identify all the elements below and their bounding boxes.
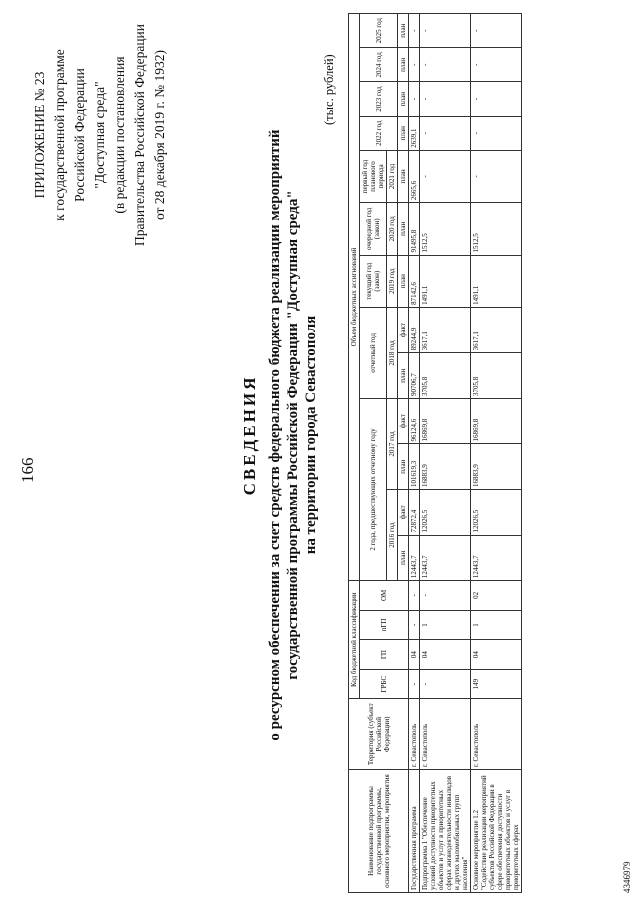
header-period-2019: 2019 год — [387, 255, 398, 307]
row-value: 90706,7 — [409, 353, 420, 399]
header-plan: план — [398, 150, 409, 202]
row-value: 16883,9 — [471, 444, 522, 490]
appendix-line: от 28 декабря 2019 г. № 1932) — [152, 49, 167, 221]
row-value: 96124,6 — [409, 398, 420, 444]
header-next-year: очередной год (закон) — [360, 203, 387, 255]
header-volume-group: Объем бюджетных ассигнований — [349, 14, 360, 581]
header-fact: факт — [398, 398, 409, 444]
header-two-years: 2 года, предшествующих отчетному году — [360, 398, 387, 580]
page-number: 166 — [18, 457, 37, 483]
header-current-year: текущий год (закон) — [360, 255, 387, 307]
appendix-line: (в редакции постановления — [112, 56, 127, 214]
row-value: 2665,6 — [409, 150, 420, 202]
header-plan: план — [398, 82, 409, 116]
row-code: 02 — [471, 581, 522, 611]
row-code: 1 — [420, 610, 471, 640]
row-value: 16869,8 — [420, 398, 471, 444]
header-plan: план — [398, 353, 409, 399]
row-territory: г. Севастополь — [420, 699, 471, 770]
row-value: - — [420, 14, 471, 48]
row-value: 12443,7 — [471, 535, 522, 581]
subtitle-line: государственной программы Российской Федерации "Доступная среда" — [285, 190, 301, 680]
row-value: - — [471, 48, 522, 82]
row-value: 16869,8 — [471, 398, 522, 444]
header-plan: план — [398, 255, 409, 307]
row-code: - — [409, 581, 420, 611]
row-value: 3617,1 — [471, 307, 522, 353]
units-label: (тыс. рублей) — [322, 54, 336, 125]
row-name: Государственная программа — [409, 770, 420, 893]
header-year-2022: 2022 год — [360, 116, 398, 150]
row-value: - — [420, 48, 471, 82]
row-value: 1512,5 — [420, 203, 471, 255]
table-row — [420, 14, 471, 893]
title-block — [240, 85, 320, 785]
row-value: - — [471, 14, 522, 48]
appendix-block — [30, 15, 170, 255]
row-value: 1491,1 — [420, 255, 471, 307]
header-plan: план — [398, 14, 409, 48]
document-title: СВЕДЕНИЯ — [240, 374, 259, 496]
row-value: 2639,1 — [409, 116, 420, 150]
appendix-line: "Доступная среда" — [92, 81, 107, 189]
appendix-line: ПРИЛОЖЕНИЕ № 23 — [32, 71, 47, 199]
header-report-year: отчетный год — [360, 307, 387, 398]
row-value: - — [471, 82, 522, 116]
row-name: Подпрограмма 1 "Обеспечение условий доступности приоритетных объектов и услуг в приоритетных сферах жизнедеятельности инвалидов и других маломобильных групп населения" — [420, 770, 471, 893]
header-territory: Территория (субъект Российской Федерации) — [349, 699, 409, 770]
header-year-2023: 2023 год — [360, 82, 398, 116]
row-value: - — [471, 116, 522, 150]
header-fact: факт — [398, 490, 409, 536]
row-value: 72872,4 — [409, 490, 420, 536]
row-value: 91495,8 — [409, 203, 420, 255]
row-code: 04 — [409, 640, 420, 670]
header-plan: план — [398, 203, 409, 255]
row-code: - — [420, 669, 471, 699]
header-code: пГП — [360, 610, 409, 640]
row-code: - — [409, 669, 420, 699]
budget-table — [348, 13, 522, 893]
header-period-2020: 2020 год — [387, 203, 398, 255]
header-fact: факт — [398, 307, 409, 353]
row-value: 89244,9 — [409, 307, 420, 353]
header-year-2025: 2025 год — [360, 14, 398, 48]
row-value: - — [420, 150, 471, 202]
appendix-line: Правительства Российской Федерации — [132, 24, 147, 246]
row-value: 3705,8 — [420, 353, 471, 399]
header-plan: план — [398, 535, 409, 581]
appendix-line: к государственной программе — [52, 49, 67, 221]
row-value: 3705,8 — [471, 353, 522, 399]
row-code: 1 — [471, 610, 522, 640]
row-code: 04 — [471, 640, 522, 670]
row-value: 1512,5 — [471, 203, 522, 255]
row-code: - — [409, 610, 420, 640]
table-row — [409, 14, 420, 893]
row-value: 3617,1 — [420, 307, 471, 353]
header-period-2018: 2018 год — [387, 307, 398, 398]
row-value: - — [420, 116, 471, 150]
header-period-2021: 2021 год — [387, 150, 398, 202]
subtitle-line: на территории города Севастополя — [303, 315, 319, 555]
header-code: ГП — [360, 640, 409, 670]
header-plan: план — [398, 48, 409, 82]
row-value: - — [420, 82, 471, 116]
row-value: 12443,7 — [409, 535, 420, 581]
row-value: - — [409, 48, 420, 82]
row-value: - — [471, 150, 522, 202]
header-code: ОМ — [360, 581, 409, 611]
header-plan: план — [398, 444, 409, 490]
row-code: 149 — [471, 669, 522, 699]
row-code: 04 — [420, 640, 471, 670]
header-plan: план — [398, 116, 409, 150]
header-code-group: Код бюджетной классификации — [349, 581, 360, 699]
header-name: Наименование подпрограммы государственной программы, основного мероприятия, мероприятия — [349, 770, 409, 893]
subtitle-line: о ресурсном обеспечении за счет средств федерального бюджета реализации мероприятий — [267, 129, 283, 741]
row-value: 101619,3 — [409, 444, 420, 490]
row-value: 12026,5 — [471, 490, 522, 536]
document-code: 4346979 — [622, 861, 632, 893]
header-year-2024: 2024 год — [360, 48, 398, 82]
row-value: - — [409, 82, 420, 116]
row-territory: г. Севастополь — [409, 699, 420, 770]
row-value: 12026,5 — [420, 490, 471, 536]
row-territory: г. Севастополь — [471, 699, 522, 770]
header-first-plan: первый год планового периода — [360, 150, 387, 202]
header-year-2016: 2016 год — [387, 490, 398, 581]
row-name: Основное мероприятие 1.2 "Содействие реализации мероприятий субъектов Российской Федерации в сфере обеспечения доступности приоритетных объектов и услуг в приоритетных сферах — [471, 770, 522, 893]
row-value: 16883,9 — [420, 444, 471, 490]
table-row — [471, 14, 522, 893]
row-value: 12443,7 — [420, 535, 471, 581]
row-value: - — [409, 14, 420, 48]
row-code: - — [420, 581, 471, 611]
header-year-2017: 2017 год — [387, 398, 398, 489]
row-value: 1491,1 — [471, 255, 522, 307]
appendix-line: Российской Федерации — [72, 68, 87, 202]
header-code: ГРБС — [360, 669, 409, 699]
row-value: 87142,6 — [409, 255, 420, 307]
